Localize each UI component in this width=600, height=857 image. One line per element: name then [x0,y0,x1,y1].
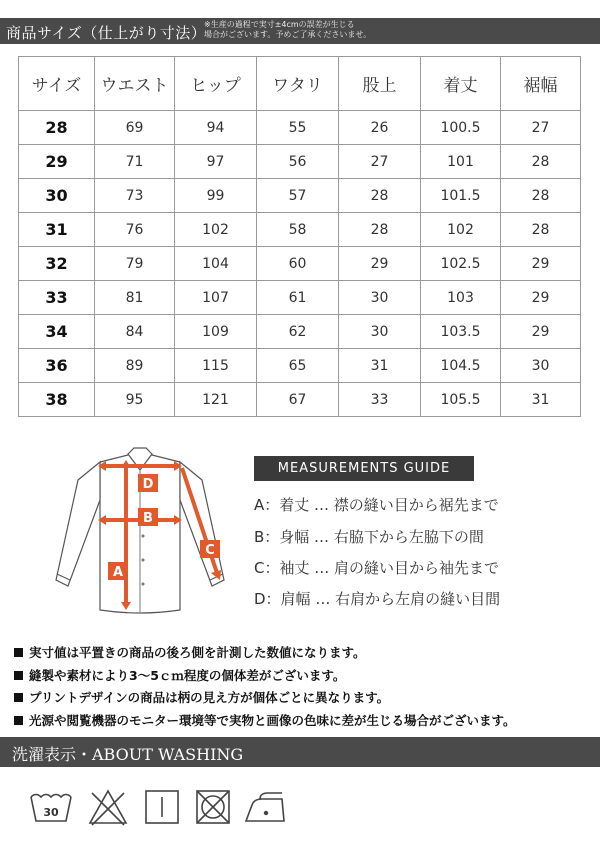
table-row [19,247,581,281]
table-cell: 73 [95,179,175,213]
size-cell: 33 [19,281,95,315]
diagram-label-c: C [205,543,215,558]
size-table-header-row [19,57,581,111]
table-row [19,349,581,383]
note-item: 実寸値は平置きの商品の後ろ側を計測した数値になります。 [14,642,516,665]
table-cell: 89 [95,349,175,383]
size-cell: 29 [19,145,95,179]
no-bleach-icon [86,787,130,827]
notes-list [14,642,516,732]
table-cell: 29 [501,247,581,281]
guide-item-c: C：袖丈 … 肩の縫い目から袖先まで [254,559,500,577]
column-header: サイズ [19,57,95,111]
table-cell: 58 [257,213,339,247]
table-row [19,281,581,315]
table-cell: 109 [175,315,257,349]
table-cell: 28 [339,213,421,247]
diagram-label-b: B [143,511,153,526]
bullet-square-icon [14,671,23,680]
note-item: プリントデザインの商品は柄の見え方が個体ごとに異なります。 [14,687,516,710]
note-item: 光源や閲覧機器のモニター環境等で実物と画像の色味に差が生じる場合がございます。 [14,710,516,733]
measurements-guide-title: MEASUREMENTS GUIDE [254,456,474,481]
table-cell: 29 [339,247,421,281]
table-cell: 69 [95,111,175,145]
table-cell: 102 [175,213,257,247]
size-cell: 30 [19,179,95,213]
table-cell: 79 [95,247,175,281]
table-row [19,213,581,247]
bullet-square-icon [14,648,23,657]
svg-text:30: 30 [43,806,59,819]
column-header: 裾幅 [501,57,581,111]
table-cell: 30 [339,315,421,349]
no-tumble-dry-icon [192,787,234,827]
size-cell: 34 [19,315,95,349]
table-cell: 105.5 [421,383,501,417]
table-cell: 28 [501,145,581,179]
table-row [19,315,581,349]
column-header: 着丈 [421,57,501,111]
table-cell: 31 [339,349,421,383]
column-header: ウエスト [95,57,175,111]
table-cell: 27 [501,111,581,145]
table-cell: 104.5 [421,349,501,383]
table-cell: 101.5 [421,179,501,213]
size-table [18,56,581,417]
table-cell: 103.5 [421,315,501,349]
table-cell: 65 [257,349,339,383]
table-cell: 57 [257,179,339,213]
table-cell: 97 [175,145,257,179]
table-cell: 67 [257,383,339,417]
table-cell: 100.5 [421,111,501,145]
size-cell: 31 [19,213,95,247]
table-cell: 99 [175,179,257,213]
table-cell: 81 [95,281,175,315]
washing-section-title: 洗濯表示・ABOUT WASHING [12,745,244,764]
shirt-diagram [40,440,240,622]
table-row [19,179,581,213]
table-cell: 84 [95,315,175,349]
table-cell: 71 [95,145,175,179]
table-cell: 26 [339,111,421,145]
table-cell: 30 [339,281,421,315]
table-cell: 60 [257,247,339,281]
table-cell: 28 [501,213,581,247]
table-cell: 102.5 [421,247,501,281]
guide-item-a: A：着丈 … 襟の縫い目から裾先まで [254,496,499,514]
guide-item-b: B：身幅 … 右脇下から左脇下の間 [254,528,484,546]
size-cell: 28 [19,111,95,145]
table-row [19,145,581,179]
table-row [19,383,581,417]
table-cell: 101 [421,145,501,179]
table-cell: 28 [339,179,421,213]
table-cell: 29 [501,315,581,349]
column-header: ヒップ [175,57,257,111]
table-cell: 33 [339,383,421,417]
column-header: ワタリ [257,57,339,111]
table-cell: 30 [501,349,581,383]
table-cell: 107 [175,281,257,315]
table-cell: 121 [175,383,257,417]
table-row [19,111,581,145]
line-dry-icon [142,787,182,827]
wash-tub-30-icon [28,787,74,827]
table-cell: 76 [95,213,175,247]
table-cell: 94 [175,111,257,145]
table-cell: 56 [257,145,339,179]
bullet-square-icon [14,693,23,702]
size-cell: 38 [19,383,95,417]
column-header: 股上 [339,57,421,111]
size-cell: 32 [19,247,95,281]
iron-low-icon [242,787,288,827]
size-section-header [0,18,600,44]
size-section-title: 商品サイズ（仕上がり寸法） [6,24,207,42]
size-cell: 36 [19,349,95,383]
table-cell: 95 [95,383,175,417]
bullet-square-icon [14,716,23,725]
washing-section-header [0,737,600,767]
table-cell: 55 [257,111,339,145]
diagram-label-a: A [112,565,124,580]
note-item: 縫製や素材により3～5ｃｍ程度の個体差がございます。 [14,665,516,688]
table-cell: 102 [421,213,501,247]
guide-item-d: D：肩幅 … 右肩から左肩の縫い目間 [254,590,501,608]
table-cell: 61 [257,281,339,315]
diagram-label-d: D [142,477,154,492]
table-cell: 29 [501,281,581,315]
table-cell: 115 [175,349,257,383]
size-table-body [19,111,581,417]
size-tolerance-note: ※生産の過程で実寸±4cmの誤差が生じる 場合がございます。予めご了承くださいませ。 [204,20,372,39]
table-cell: 62 [257,315,339,349]
table-cell: 28 [501,179,581,213]
table-cell: 31 [501,383,581,417]
table-cell: 104 [175,247,257,281]
table-cell: 27 [339,145,421,179]
table-cell: 103 [421,281,501,315]
